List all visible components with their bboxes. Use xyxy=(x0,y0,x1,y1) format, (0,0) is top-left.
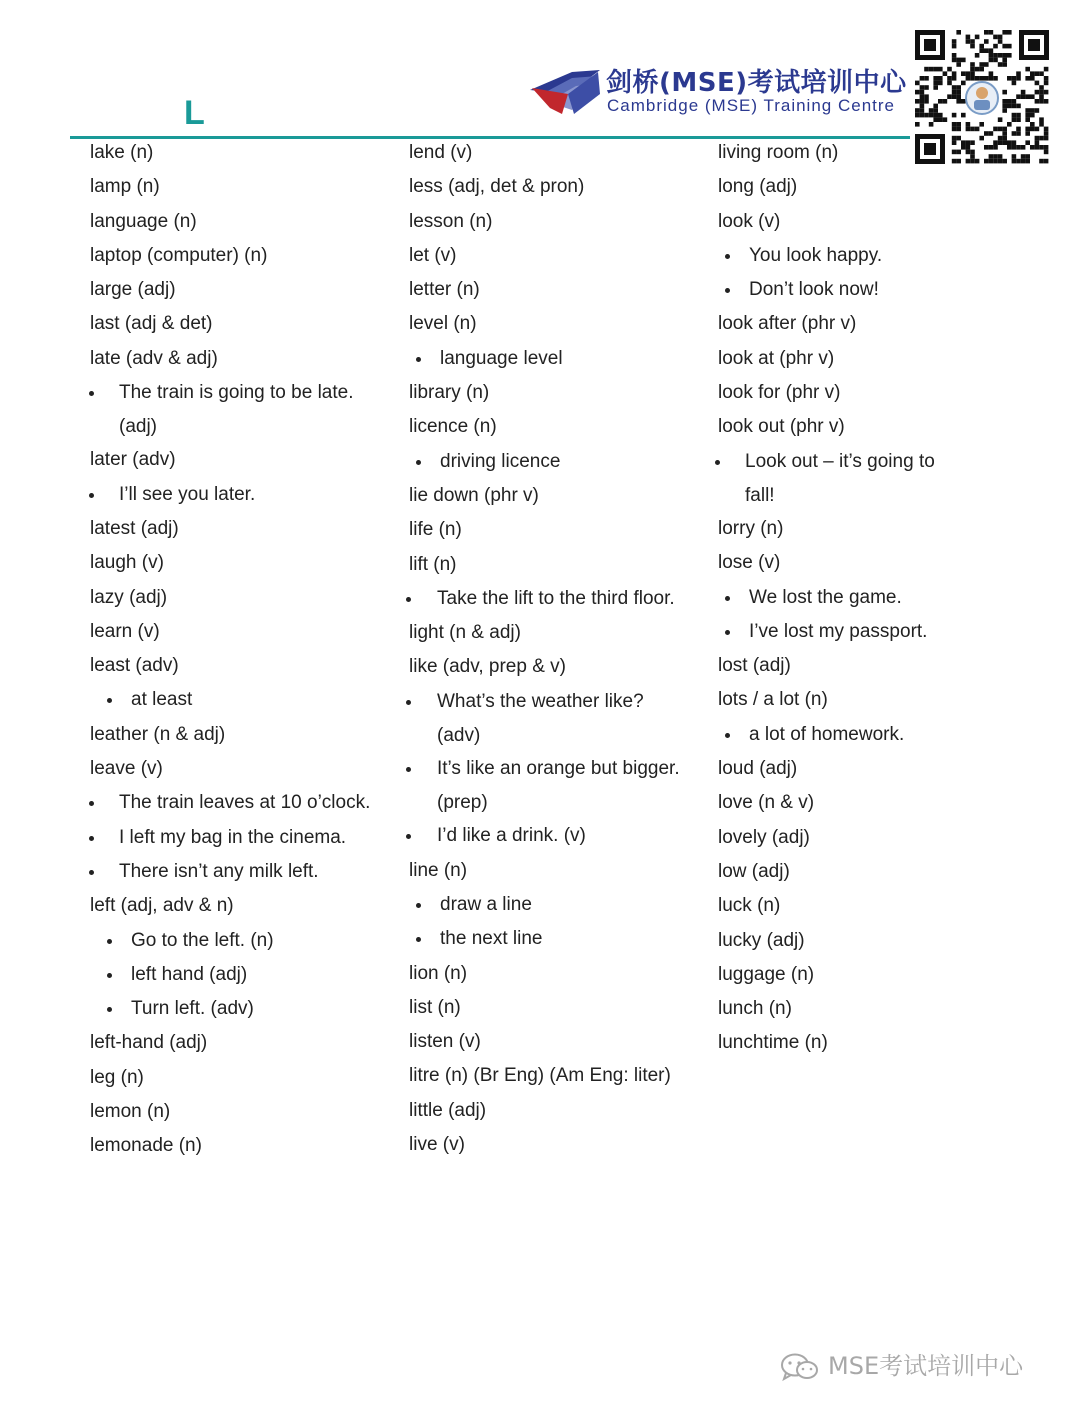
vocab-entry: lamp (n) xyxy=(90,176,160,198)
brand-logo xyxy=(528,60,913,120)
example-sentence: left hand (adj) xyxy=(90,962,410,996)
vocab-entry: lucky (adj) xyxy=(718,929,805,951)
vocab-entry: lunch (n) xyxy=(718,998,792,1020)
vocab-entry: lift (n) xyxy=(409,553,457,575)
example-sentence: You look happy. xyxy=(718,243,958,277)
vocab-entry: lorry (n) xyxy=(718,517,784,539)
vocab-entry: line (n) xyxy=(409,859,468,881)
watermark-text: MSE考试培训中心 xyxy=(828,1352,1024,1380)
vocab-entry: lovely (adj) xyxy=(718,826,810,848)
vocab-entry: living room (n) xyxy=(718,142,839,163)
vocab-entry: least (adv) xyxy=(90,655,179,677)
vocab-entry: laptop (computer) (n) xyxy=(90,244,268,266)
example-sentence: the next line xyxy=(409,926,709,960)
example-sentence: I’d like a drink. (v) xyxy=(409,823,709,857)
vocab-entry: long (adj) xyxy=(718,176,798,198)
vocab-entry: later (adv) xyxy=(90,449,176,471)
example-sentence: What’s the weather like? xyxy=(409,689,709,723)
entry-continuation: (adj) xyxy=(119,416,158,438)
example-sentence: driving licence xyxy=(409,449,709,483)
heading-rule xyxy=(70,136,910,139)
vocab-entry: lots / a lot (n) xyxy=(718,689,828,711)
word-column-1 xyxy=(90,140,410,1168)
vocab-entry: leg (n) xyxy=(90,1066,144,1088)
vocab-entry: lose (v) xyxy=(718,552,781,574)
vocab-entry: loud (adj) xyxy=(718,758,798,780)
entry-continuation: (prep) xyxy=(437,792,488,814)
vocab-entry: lake (n) xyxy=(90,142,154,163)
vocab-entry: last (adj & det) xyxy=(90,313,213,335)
vocab-entry: learn (v) xyxy=(90,620,160,642)
vocab-entry: licence (n) xyxy=(409,416,497,438)
vocab-entry: listen (v) xyxy=(409,1031,481,1053)
example-sentence: Look out – it’s going to xyxy=(718,449,958,483)
vocab-entry: leave (v) xyxy=(90,758,163,780)
example-sentence: at least xyxy=(90,687,410,721)
vocab-entry: look after (phr v) xyxy=(718,313,857,335)
vocab-entry: low (adj) xyxy=(718,860,790,882)
vocab-entry: leather (n & adj) xyxy=(90,723,226,745)
logo-mark-icon xyxy=(528,64,604,116)
wechat-watermark xyxy=(780,1346,1023,1382)
logo-chinese-name: 剑桥(MSE)考试培训中心 xyxy=(606,68,907,98)
vocab-entry: lion (n) xyxy=(409,962,468,984)
example-sentence: There isn’t any milk left. xyxy=(90,859,410,893)
wechat-icon xyxy=(780,1352,820,1382)
example-sentence: I’ve lost my passport. xyxy=(718,619,958,653)
vocab-entry: luggage (n) xyxy=(718,963,815,985)
vocab-entry: latest (adj) xyxy=(90,517,179,539)
vocab-entry: lemonade (n) xyxy=(90,1135,202,1157)
vocab-entry: live (v) xyxy=(409,1134,465,1156)
vocab-entry: list (n) xyxy=(409,996,461,1018)
vocab-entry: letter (n) xyxy=(409,279,480,301)
vocab-entry: life (n) xyxy=(409,519,462,541)
example-sentence: The train is going to be late. xyxy=(90,380,410,414)
example-sentence: It’s like an orange but bigger. xyxy=(409,756,709,790)
vocab-entry: lost (adj) xyxy=(718,655,791,677)
word-column-2 xyxy=(409,140,709,1166)
example-sentence: I’ll see you later. xyxy=(90,482,410,516)
example-sentence: a lot of homework. xyxy=(718,722,958,756)
vocab-entry: large (adj) xyxy=(90,279,176,301)
section-letter-heading: L xyxy=(184,94,205,132)
vocab-entry: late (adv & adj) xyxy=(90,347,218,369)
vocab-entry: like (adv, prep & v) xyxy=(409,656,566,678)
example-sentence: Take the lift to the third floor. xyxy=(409,586,709,620)
vocab-entry: laugh (v) xyxy=(90,552,164,574)
example-sentence: We lost the game. xyxy=(718,585,958,619)
vocab-entry: let (v) xyxy=(409,244,457,266)
example-sentence: I left my bag in the cinema. xyxy=(90,825,410,859)
vocab-entry: look at (phr v) xyxy=(718,347,835,369)
vocab-entry: less (adj, det & pron) xyxy=(409,176,585,198)
vocab-entry: look for (phr v) xyxy=(718,382,841,404)
example-sentence: Don’t look now! xyxy=(718,277,958,311)
vocab-entry: look out (phr v) xyxy=(718,416,845,438)
vocab-entry: language (n) xyxy=(90,210,197,232)
vocab-entry: library (n) xyxy=(409,382,490,404)
example-sentence: language level xyxy=(409,346,709,380)
vocab-entry: love (n & v) xyxy=(718,792,815,814)
vocab-entry: little (adj) xyxy=(409,1099,487,1121)
vocab-entry: luck (n) xyxy=(718,895,781,917)
logo-english-name: Cambridge (MSE) Training Centre xyxy=(607,96,895,115)
example-sentence: draw a line xyxy=(409,892,709,926)
vocab-entry: lunchtime (n) xyxy=(718,1032,828,1054)
vocab-entry: left (adj, adv & n) xyxy=(90,895,234,917)
vocab-entry: lie down (phr v) xyxy=(409,484,539,506)
entry-continuation: (adv) xyxy=(437,725,481,747)
vocab-entry: litre (n) (Br Eng) (Am Eng: liter) xyxy=(409,1065,671,1087)
word-column-3 xyxy=(718,140,958,1065)
vocab-entry: level (n) xyxy=(409,313,477,335)
entry-continuation: fall! xyxy=(745,484,775,506)
example-sentence: The train leaves at 10 o’clock. xyxy=(90,790,410,824)
vocab-entry: lemon (n) xyxy=(90,1101,171,1123)
vocab-entry: lend (v) xyxy=(409,142,473,163)
example-sentence: Turn left. (adv) xyxy=(90,996,410,1030)
vocab-entry: lesson (n) xyxy=(409,210,493,232)
vocab-entry: left-hand (adj) xyxy=(90,1032,208,1054)
vocab-entry: lazy (adj) xyxy=(90,586,168,608)
vocab-entry: light (n & adj) xyxy=(409,622,521,644)
vocab-entry: look (v) xyxy=(718,210,781,232)
example-sentence: Go to the left. (n) xyxy=(90,928,410,962)
